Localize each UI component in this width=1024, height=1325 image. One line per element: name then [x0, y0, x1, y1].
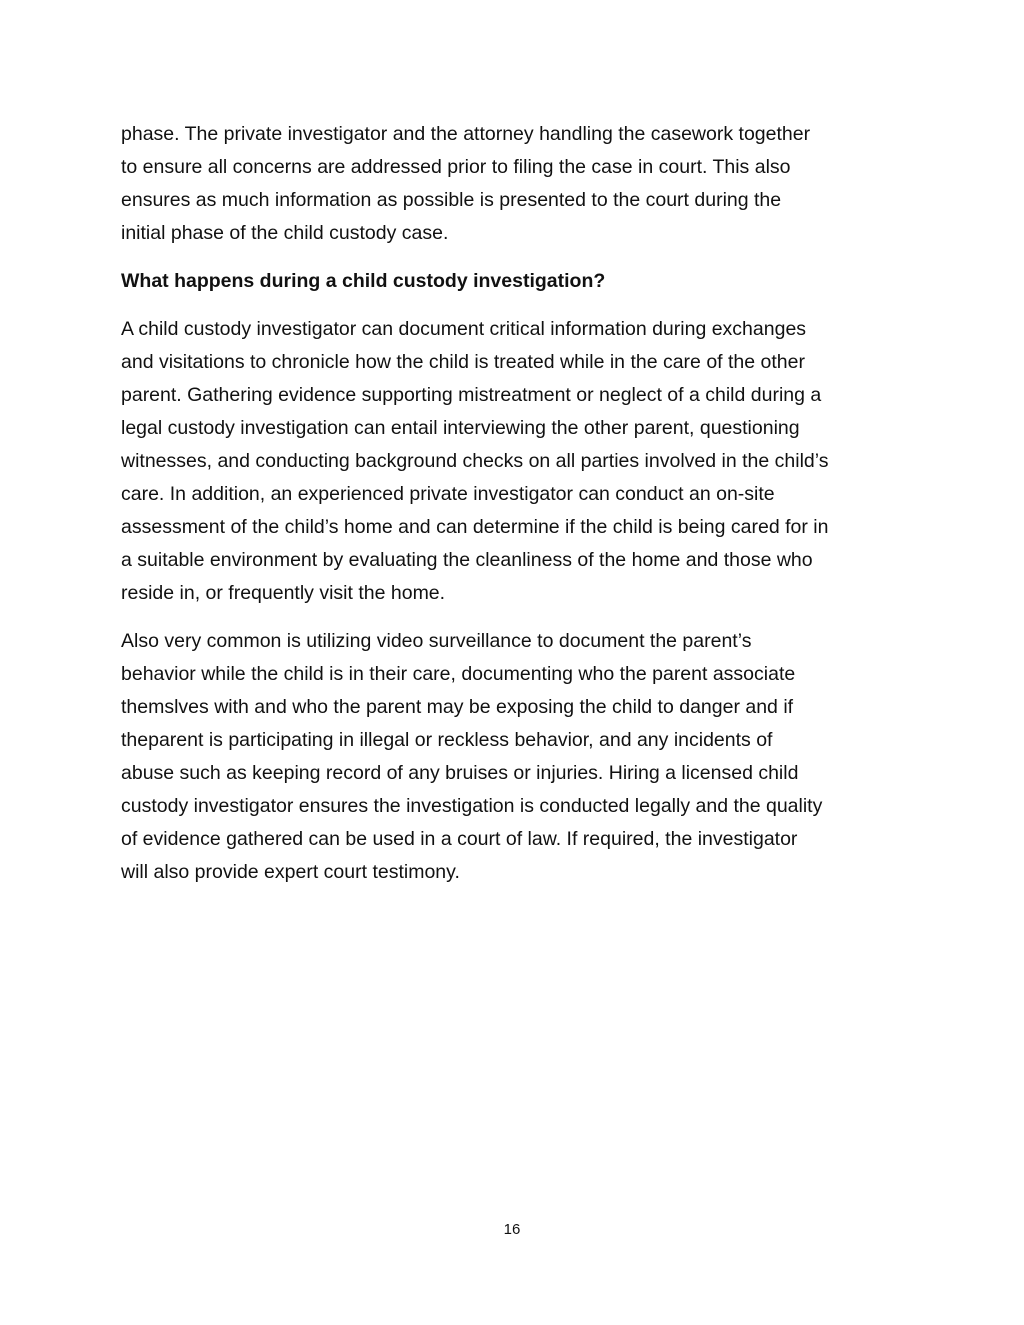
text-line: to ensure all concerns are addressed prior to filing the case in court. This also — [121, 156, 791, 178]
text-line: Also very common is utilizing video surveillance to document the parent’s — [121, 630, 752, 652]
page-content — [121, 118, 911, 904]
text-line: initial phase of the child custody case. — [121, 222, 449, 244]
text-line: reside in, or frequently visit the home. — [121, 582, 446, 604]
text-line: of evidence gathered can be used in a court of law. If required, the investigator — [121, 828, 798, 850]
text-line: phase. The private investigator and the attorney handling the casework together — [121, 123, 811, 145]
page-number: 16 — [503, 1221, 521, 1238]
text-line: themslves with and who the parent may be exposing the child to danger and if — [121, 696, 794, 718]
text-line: a suitable environment by evaluating the cleanliness of the home and those who — [121, 549, 813, 571]
text-line: behavior while the child is in their care, documenting who the parent associate — [121, 663, 796, 685]
text-line: A child custody investigator can document critical information during exchanges — [121, 318, 807, 340]
text-line: will also provide expert court testimony. — [121, 861, 460, 883]
paragraph-intro — [121, 118, 911, 250]
paragraph-surveillance — [121, 625, 911, 889]
text-line: ensures as much information as possible is presented to the court during the — [121, 189, 782, 211]
text-line: and visitations to chronicle how the child is treated while in the care of the other — [121, 351, 805, 373]
text-line: custody investigator ensures the investigation is conducted legally and the quality — [121, 795, 823, 817]
text-line: witnesses, and conducting background checks on all parties involved in the child’s — [121, 450, 829, 472]
paragraph-investigation — [121, 313, 911, 610]
text-line: care. In addition, an experienced private investigator can conduct an on-site — [121, 483, 775, 505]
section-heading: What happens during a child custody investigation? — [121, 270, 606, 292]
text-line: assessment of the child’s home and can determine if the child is being cared for in — [121, 516, 829, 538]
text-line: parent. Gathering evidence supporting mistreatment or neglect of a child during a — [121, 384, 822, 406]
text-line: legal custody investigation can entail interviewing the other parent, questioning — [121, 417, 800, 439]
text-line: abuse such as keeping record of any bruises or injuries. Hiring a licensed child — [121, 762, 799, 784]
text-line: theparent is participating in illegal or reckless behavior, and any incidents of — [121, 729, 773, 751]
